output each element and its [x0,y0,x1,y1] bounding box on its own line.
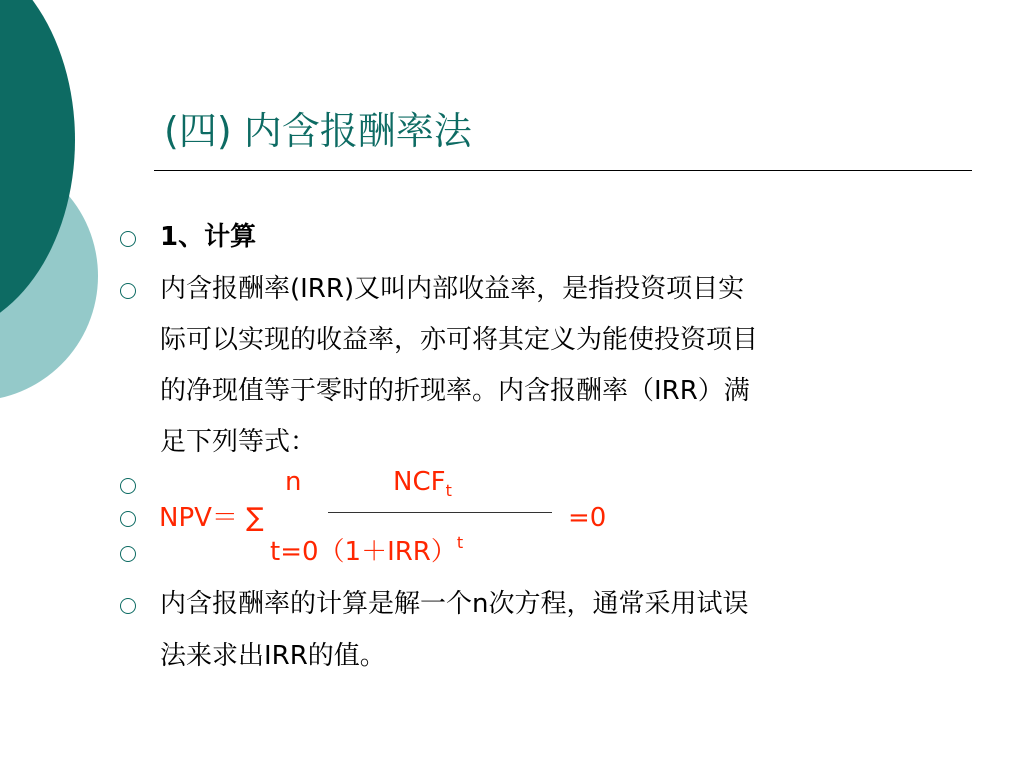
paragraph-line: 际可以实现的收益率，亦可将其定义为能使投资项目 [160,325,759,355]
formula-denominator-sup: t [456,533,464,552]
bullet-icon [120,231,136,247]
paragraph-line: 内含报酬率的计算是解一个n次方程，通常采用试误 [160,589,749,619]
formula-numerator: $NCF_t$ [393,467,452,500]
formula-sum-upper: n [285,467,302,497]
formula-equals-zero: =0 [568,503,607,533]
paragraph-line: 内含报酬率(IRR)又叫内部收益率，是指投资项目实 [160,274,745,304]
bullet-icon [120,546,136,562]
bullet-icon [120,283,136,299]
bullet-text-calc: 1、计算 [160,222,257,252]
formula-fraction-bar [328,512,552,513]
formula-denominator: $t=0(1+IRR)^t$ [270,533,464,567]
bullet-icon [120,478,136,494]
paragraph-line: 的净现值等于零时的折现率。内含报酬率（IRR）满 [160,376,750,406]
bullet-icon [120,511,136,527]
paragraph-line: 足下列等式： [160,427,317,457]
bullet-icon [120,598,136,614]
formula-npv-sum: NPV＝ ∑ [159,503,264,533]
slide-title: (四) 内含报酬率法 [164,109,472,153]
paragraph-line: 法来求出IRR的值。 [160,641,386,671]
formula-numerator-sub: t [445,481,452,500]
title-divider [154,170,972,171]
